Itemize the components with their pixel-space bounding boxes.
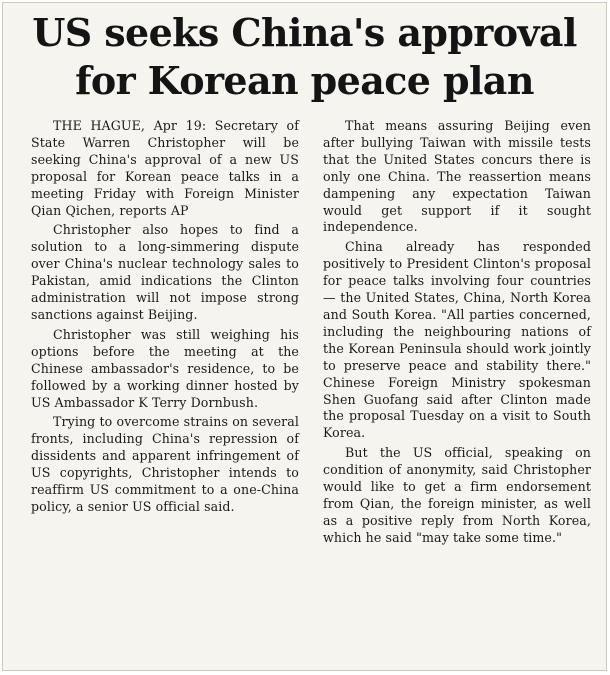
paragraph-6: China already has responded positively to President Clinton's proposal for peace talks involving four countries — the United States, China, North Korea and South Korea. "All parties concerned, including the neighbouring nations of the Korean Peninsula should work jointly to preserve peace and stability there." Chinese Foreign Ministry spokesman Shen Guofang said after Clinton made the proposal Tuesday on a visit to South Korea. <box>323 239 591 441</box>
paragraph-1: THE HAGUE, Apr 19: Secretary of State Warren Christopher will be seeking China's approval of a new US proposal for Korean peace talks in a meeting Friday with Foreign Minister Qian Qichen, reports AP <box>31 118 299 218</box>
newspaper-clipping <box>2 2 607 671</box>
headline <box>3 3 606 105</box>
paragraph-7: But the US official, speaking on condition of anonymity, said Christopher would like to get a firm endorsement from Qian, the foreign minister, as well as a positive reply from North Korea, which he said "may take some time." <box>323 445 591 545</box>
headline-line-1: US seeks China's approval <box>32 10 577 55</box>
left-column <box>31 118 299 519</box>
paragraph-5: That means assuring Beijing even after bullying Taiwan with missile tests that the United States concurs there is only one China. The reassertion means dampening any expectation Taiwan would get support if it sought independence. <box>323 118 591 235</box>
article-body <box>31 118 597 670</box>
headline-line-2: for Korean peace plan <box>75 58 534 103</box>
paragraph-3: Christopher was still weighing his options before the meeting at the Chinese ambassador's residence, to be followed by a working dinner hosted by US Ambassador K Terry Dornbush. <box>31 326 299 410</box>
paragraph-4: Trying to overcome strains on several fronts, including China's repression of dissidents and apparent infringement of US copyrights, Christopher intends to reaffirm US commitment to a one-China policy, a senior US official said. <box>31 414 299 514</box>
paragraph-2: Christopher also hopes to find a solution to a long-simmering dispute over China's nuclear technology sales to Pakistan, amid indications the Clinton administration will not impose strong sanctions against Beijing. <box>31 222 299 322</box>
right-column <box>323 118 591 550</box>
